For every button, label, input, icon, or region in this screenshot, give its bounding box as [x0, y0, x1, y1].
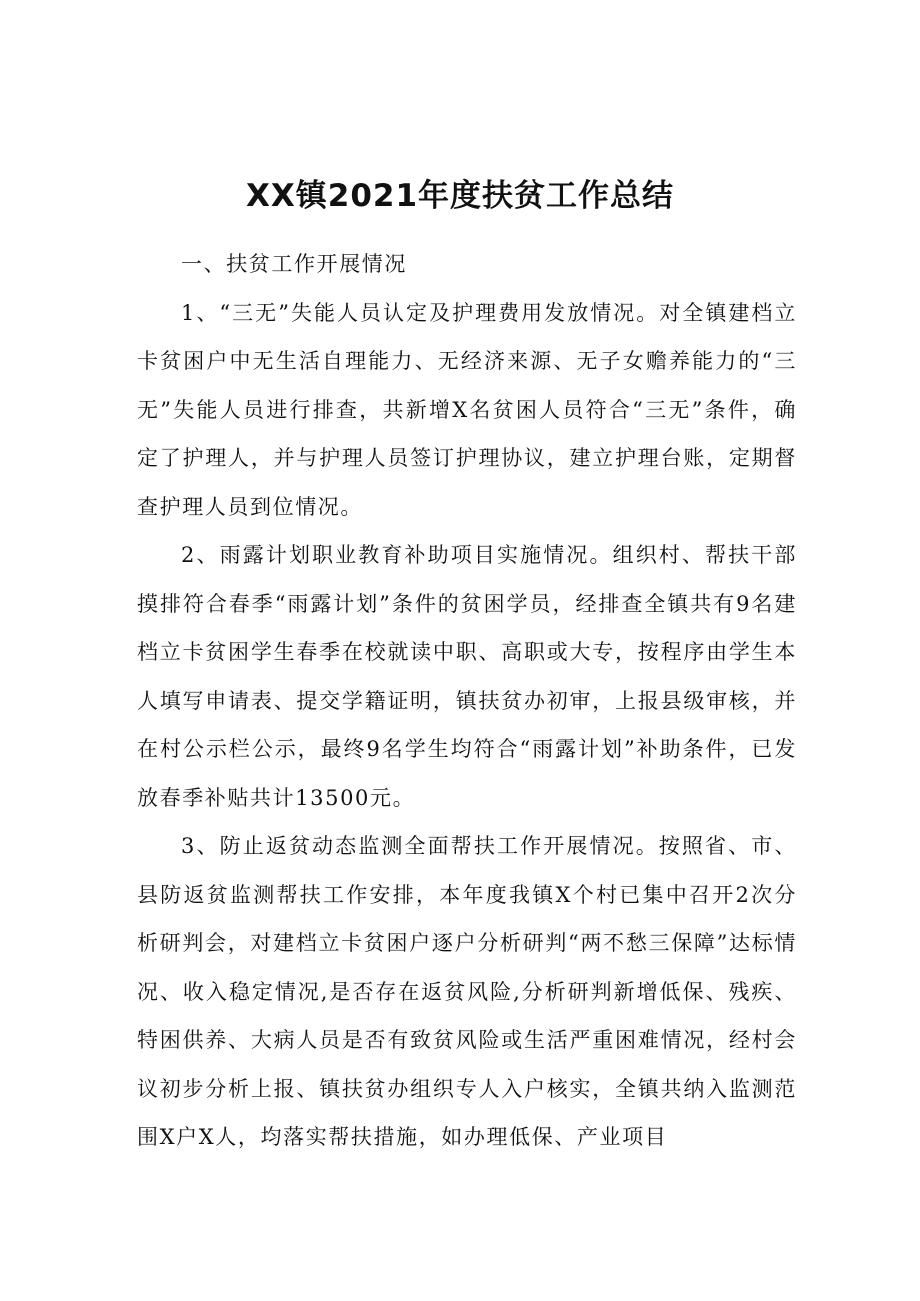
document-body: [137, 240, 797, 1162]
paragraph-3: 3、防止返贫动态监测全面帮扶工作开展情况。按照省、市、县防返贫监测帮扶工作安排，本年度我镇X个村已集中召开2次分析研判会，对建档立卡贫困户逐户分析研判“两不愁三保障”达标情况、收入稳定情况,是否存在返贫风险,分析研判新增低保、残疾、特困供养、大病人员是否有致贫风险或生活严重困难情况，经村会议初步分析上报、镇扶贫办组织专人入户核实，全镇共纳入监测范围X户X人，均落实帮扶措施，如办理低保、产业项目: [137, 834, 797, 1149]
paragraph-1: 1、“三无”失能人员认定及护理费用发放情况。对全镇建档立卡贫困户中无生活自理能力、无经济来源、无子女赡养能力的“三无”失能人员进行排查，共新增X名贫困人员符合“三无”条件，确定了护理人，并与护理人员签订护理协议，建立护理台账，定期督查护理人员到位情况。: [137, 300, 797, 519]
paragraph-2: 2、雨露计划职业教育补助项目实施情况。组织村、帮扶干部摸排符合春季“雨露计划”条件的贫困学员，经排查全镇共有9名建档立卡贫困学生春季在校就读中职、高职或大专，按程序由学生本人填写申请表、提交学籍证明，镇扶贫办初审，上报县级审核，并在村公示栏公示，最终9名学生均符合“雨露计划”补助条件，已发放春季补贴共计13500元。: [137, 543, 797, 810]
section-heading-1: 一、扶贫工作开展情况: [181, 252, 407, 276]
document-title: XX镇2021年度扶贫工作总结: [245, 178, 675, 214]
